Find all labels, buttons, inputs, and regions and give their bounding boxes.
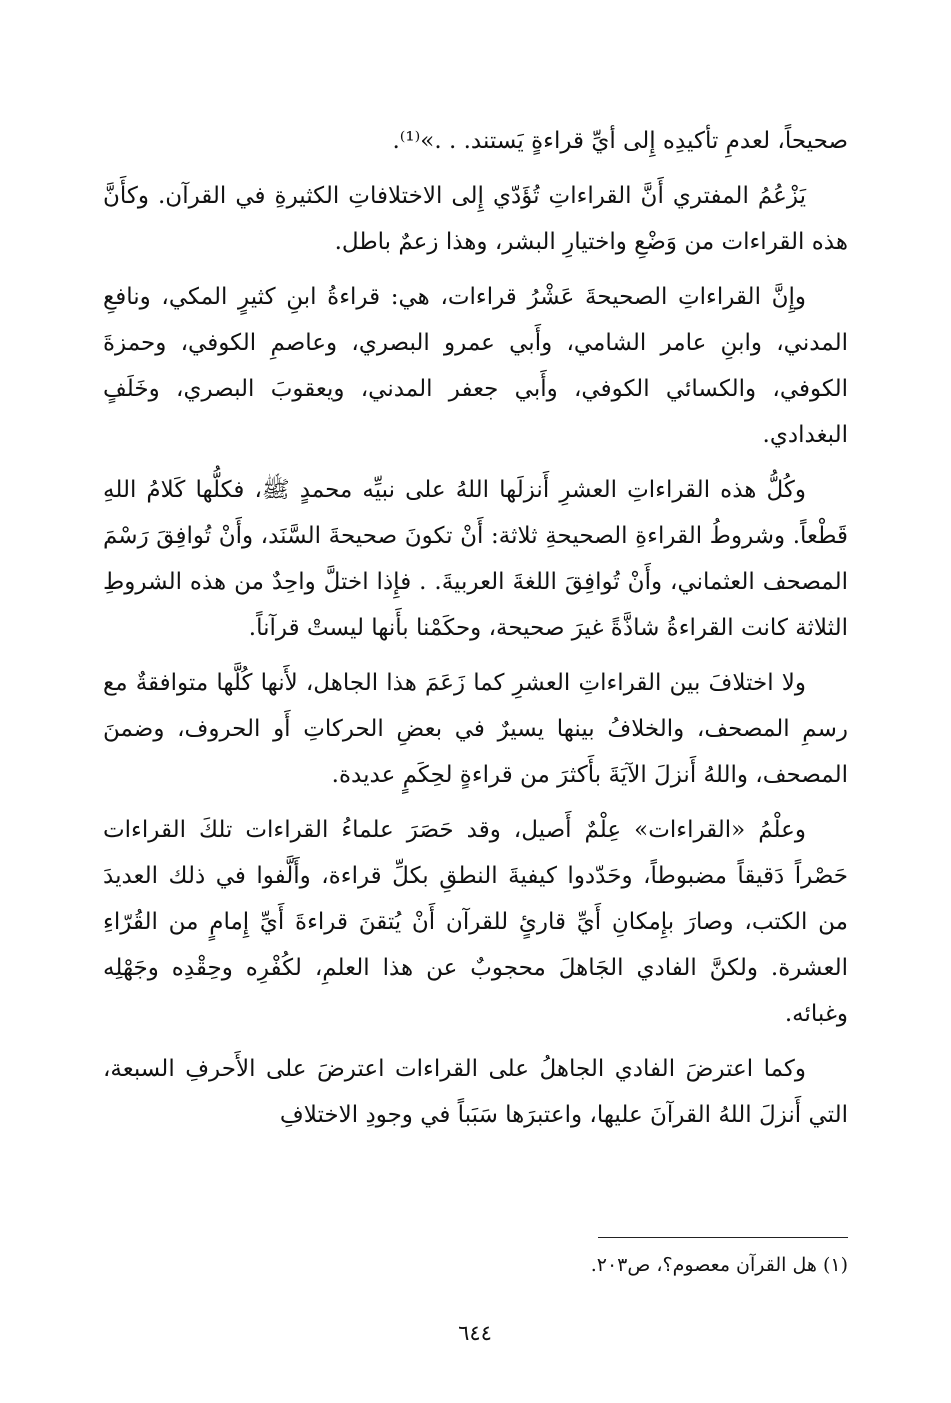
page-number: ٦٤٤ [458, 1321, 492, 1345]
paragraph-science-of-readings: وعلْمُ «القراءات» عِلْمٌ أَصيل، وقد حَصَرَ علماءُ القراءات تلكَ القراءات حَصْراً دَقيقاً مضبوطاً، وحَدّدوا كيفيةَ النطقِ بكلِّ قراءة، وأَلَّفوا في ذلك العديدَ من الكتب، وصارَ بإِمكانِ أَيِّ قارئٍ للقرآن أَنْ يُتقنَ قراءةَ أَيِّ إِمامٍ من القُرّاءِ العشرة. ولكنَّ الفادي الجَاهلَ محجوبٌ عن هذا العلمِ، لكُفْرِه وحِقْدِه وجَهْلِه وغبائه. [103, 817, 848, 1027]
paragraph-conditions: وكُلُّ هذه القراءاتِ العشرِ أَنزلَها اللهُ على نبيِّه محمدٍ ﷺ، فكلُّها كَلامُ اللهِ قَطْعاً. وشروطُ القراءةِ الصحيحةِ ثلاثة: أَنْ تكونَ صحيحةَ السَّنَد، وأَنْ تُوافِقَ رَسْمَ المصحف العثماني، وأَنْ تُوافِقَ اللغةَ العربيةَ. . فإِذا اختلَّ واحِدٌ من هذه الشروطِ الثلاثة كانت القراءةُ شاذَّةً غيرَ صحيحة، وحكَمْنا بأَنها ليستْ قرآناً. [103, 477, 848, 641]
paragraph-claim: يَزْعُمُ المفتري أَنَّ القراءاتِ تُؤَدّي إِلى الاختلافاتِ الكثيرةِ في القرآن. وكأَنَّ هذه القراءات من وَضْعِ واختيارِ البشر، وهذا زعمٌ باطل. [103, 183, 848, 255]
footnote: (١) هل القرآن معصوم؟، ص٢٠٣. [590, 1254, 848, 1276]
paragraph-no-contradiction: ولا اختلافَ بين القراءاتِ العشرِ كما زَعَمَ هذا الجاهل، لأَنها كُلَّها متوافقةٌ مع رسمِ المصحف، والخلافُ بينها يسيرٌ في بعضِ الحركاتِ أَو الحروف، وضمنَ المصحف، واللهُ أَنزلَ الآيَةَ بأَكثرَ من قراءةٍ لحِكَمٍ عديدة. [103, 670, 848, 788]
main-text-block [103, 118, 848, 1147]
paragraph-continuation: صحيحاً، لعدمِ تأكيدِه إِلى أيِّ قراءةٍ يَستند. . .»⁽¹⁾. [392, 128, 848, 154]
paragraph-seven-letters: وكما اعترضَ الفادي الجاهلُ على القراءات اعترضَ على الأَحرفِ السبعة، التي أَنزلَ اللهُ القرآنَ عليها، واعتبرَها سَبَباً في وجودِ الاختلافِ [103, 1056, 848, 1128]
footnote-divider [598, 1237, 848, 1238]
paragraph-ten-readings: وإِنَّ القراءاتِ الصحيحةَ عَشْرُ قراءات، هي: قراءةُ ابنِ كثيرٍ المكي، ونافعِ المدني، وابنِ عامر الشامي، وأَبي عمرو البصري، وعاصمِ الكوفي، وحمزةَ الكوفي، والكسائي الكوفي، وأَبي جعفر المدني، ويعقوبَ البصري، وخَلَفٍ البغدادي. [103, 284, 848, 448]
